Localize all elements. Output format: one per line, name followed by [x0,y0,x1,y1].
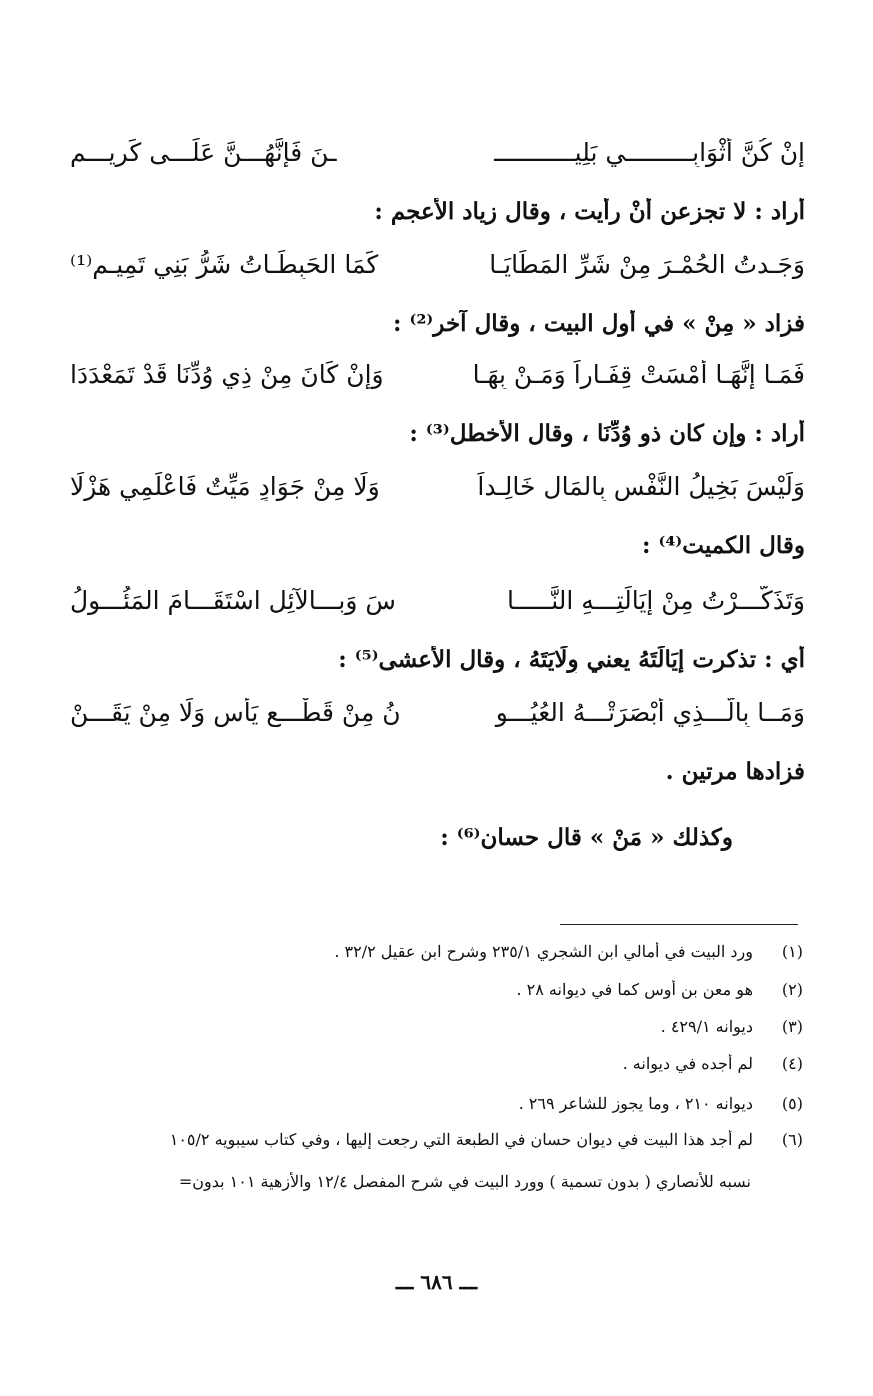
verse-second-hemistich: ـنَ فَإِنَّهُـــنَّ عَلَـــى كَرِيـــمِ [70,138,337,167]
footnote-text: لم أجد هذا البيت في ديوان حسان في الطبعة التي رجعت إليها ، وفي كتاب سيبويه ١٠٥/٢ [169,1130,753,1149]
prose-line: أراد : لا تجزعن أَنْ رأيت ، وقال زياد الأعجم : [374,198,805,225]
footnote-number: (٦) [781,1130,803,1149]
verse-line [70,586,805,615]
footnote-number: (٤) [781,1054,803,1073]
verse-line [70,360,805,389]
footnote-text: هو معن بن أوس كما في ديوانه ٢٨ . [516,980,753,999]
footnote-continuation: نسبه للأنصاري ( بدون تسمية ) وورد البيت في شرح المفصل ١٢/٤ والأزهية ١٠١ بدون= [178,1172,751,1191]
verse-first-hemistich: وَجَـدتُ الحُمْـرَ مِنْ شَرِّ المَطَايَـا [489,250,805,279]
footnote-number: (٢) [781,980,803,999]
verse-second-hemistich: نُ مِنْ قَطْـــعِ يَأْسٍ وَلَا مِنْ يَقَـــنْ [70,698,401,727]
prose-line: وقال الكميت⁽⁴⁾ : [641,532,805,559]
verse-first-hemistich: وَلَيْسَ بَخِيلُ النَّفْسِ بِالمَالِ خَالِـداً [477,472,805,501]
verse-line [70,472,805,501]
footnote [60,1130,803,1149]
verse-first-hemistich: إِنْ كُنَّ أَثْوَابِـــــــــي بَلِيـــــــــــ [494,138,805,167]
footnote [60,1017,803,1036]
verse-first-hemistich: وَتَذَكَّـــرْتُ مِنْ إِيَالَتِـــهِ النَّـــــا [506,586,805,615]
footnote-divider [560,924,798,925]
footnote [60,980,803,999]
verse-second-hemistich: سَ وَبِـــالآئِلِ اسْتَقَـــامَ المَئُـــولُ [70,586,396,615]
verse-line [70,138,805,167]
verse-second-hemistich: وَلَا مِنْ جَوَادٍ مَيِّتٌ فَاعْلَمِي هَزْلَا [70,472,380,501]
prose-line: أراد : وإن كان ذو وُدِّنَا ، وقال الأخطل⁽³⁾ : [409,420,805,447]
prose-line: فزادها مرتين . [665,758,805,785]
footnote [60,1054,803,1073]
prose-line: فزاد « مِنْ » في أول البيت ، وقال آخر⁽²⁾ : [392,310,805,337]
page-number: ـــ ٦٨٦ ـــ [395,1270,478,1294]
prose-line: وكذلك « مَنْ » قال حسان⁽⁶⁾ : [440,824,733,851]
footnote-text: ديوانه ٤٢٩/١ . [660,1017,753,1036]
footnote-number: (٣) [781,1017,803,1036]
verse-line [70,698,805,727]
verse-first-hemistich: وَمَــا بِالَّـــذِي أَبْصَرَتْـــهُ العُيُـــو [495,698,805,727]
verse-second-hemistich: وَإِنْ كَانَ مِنْ ذِي وُدِّنَا قَدْ تَمَعْدَدَا [70,360,384,389]
footnote-text: لم أجده في ديوانه . [622,1054,753,1073]
footnote-text: ديوانه ٢١٠ ، وما يجوز للشاعر ٢٦٩ . [518,1094,753,1113]
footnote [60,942,803,961]
verse-second-hemistich: كَمَا الحَبِطَـاتُ شَرُّ بَنِي تَمِيـمِ⁽¹⁾ [70,250,379,279]
footnote-number: (٥) [781,1094,803,1113]
footnote-number: (١) [781,942,803,961]
prose-line: أي : تذكرت إِيَالَتَهُ يعني وِلَايَتَهُ ، وقال الأعشى⁽⁵⁾ : [338,646,805,673]
verse-first-hemistich: فَمَـا إِنَّهَـا أَمْسَتْ قِفَـاراً وَمَـنْ بِهَـا [472,360,805,389]
verse-line [70,250,805,279]
footnote [60,1094,803,1113]
footnote-text: ورد البيت في أمالي ابن الشجري ٢٣٥/١ وشرح ابن عقيل ٣٢/٢ . [334,942,753,961]
